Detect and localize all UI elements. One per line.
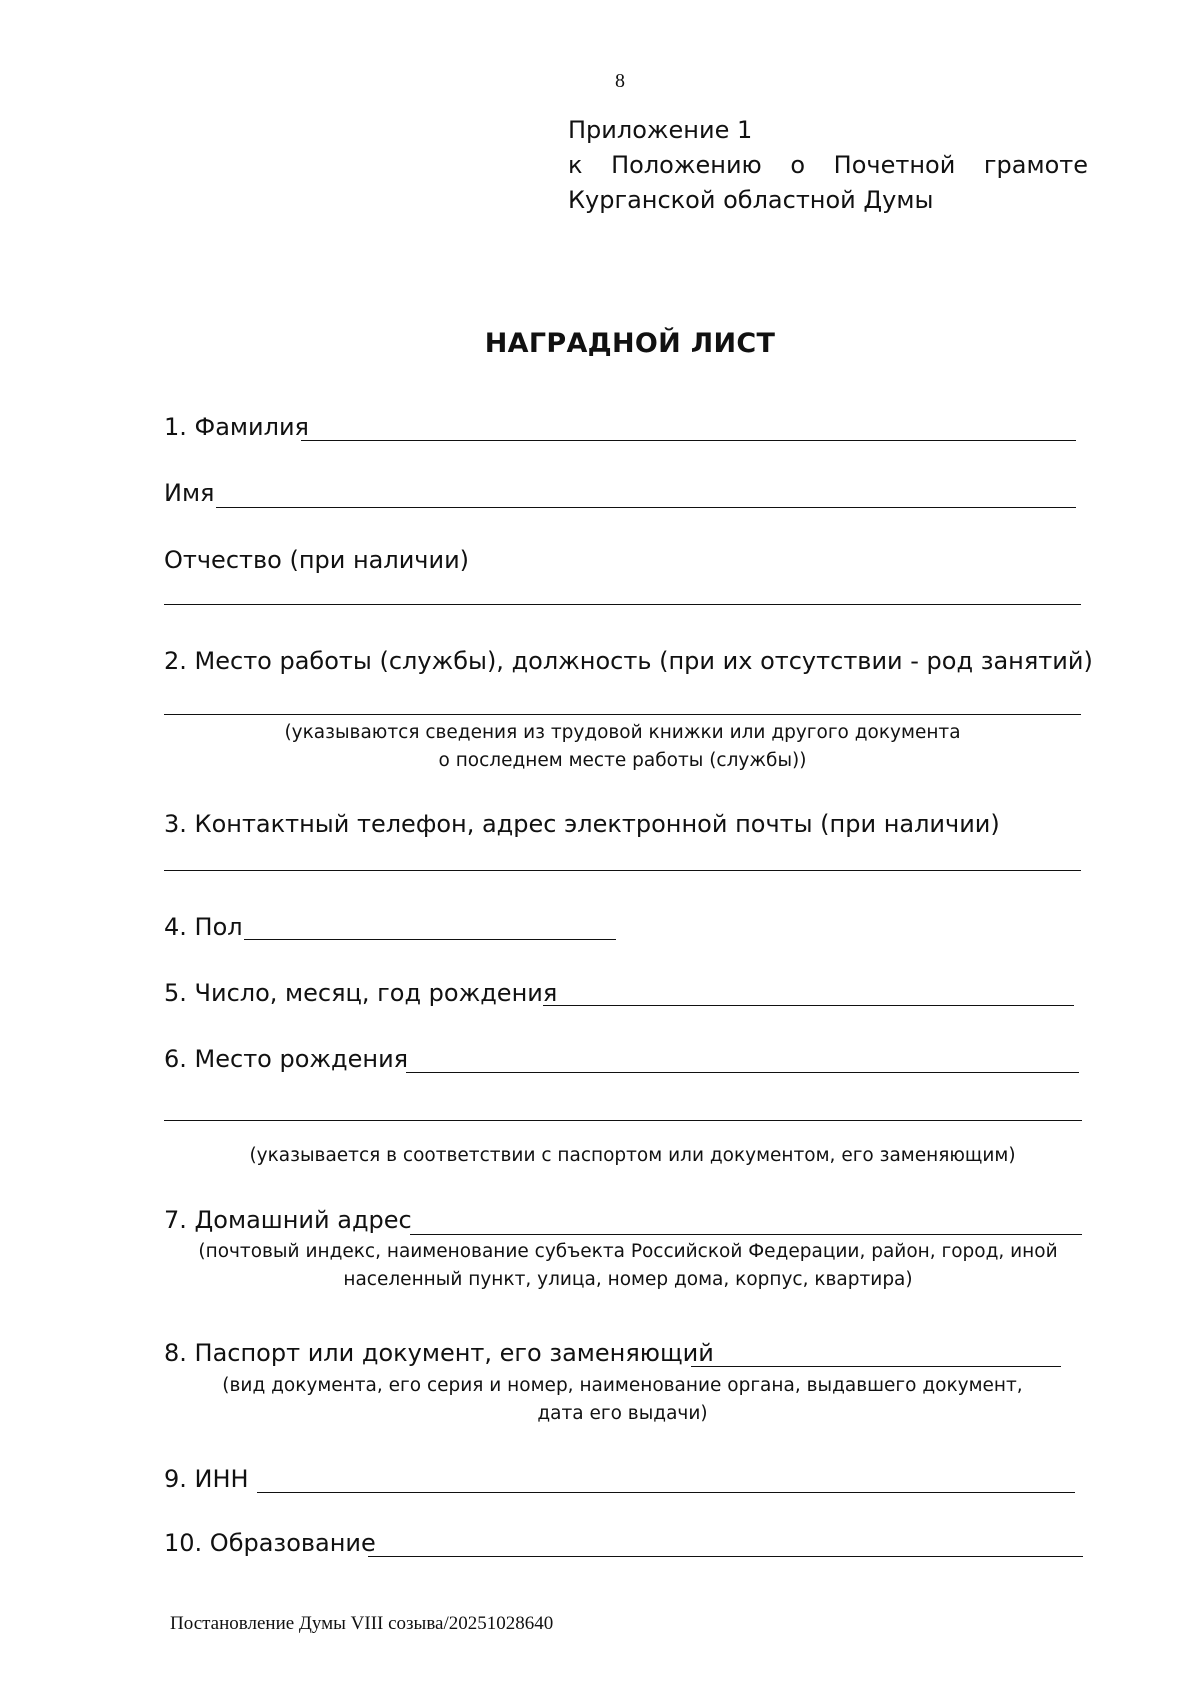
sex-field[interactable]: [244, 939, 616, 940]
education-label: 10. Образование: [164, 1529, 376, 1557]
contacts-label: 3. Контактный телефон, адрес электронной почты (при наличии): [164, 810, 1000, 838]
home-address-hint-2: населенный пункт, улица, номер дома, корпус, квартира): [343, 1269, 913, 1290]
passport-hint-2: дата его выдачи): [537, 1403, 708, 1424]
inn-label: 9. ИНН: [164, 1465, 249, 1493]
birth-date-label: 5. Число, месяц, год рождения: [164, 979, 558, 1007]
document-title: НАГРАДНОЙ ЛИСТ: [484, 328, 776, 359]
footer-document-reference: Постановление Думы VIII созыва/20251028640: [170, 1613, 554, 1634]
sex-label: 4. Пол: [164, 913, 243, 941]
appendix-line-1: Приложение 1: [568, 116, 753, 144]
home-address-hint-1: (почтовый индекс, наименование субъекта Российской Федерации, район, город, иной: [198, 1241, 1058, 1262]
birth-place-field[interactable]: [406, 1072, 1079, 1073]
name-label: Имя: [164, 479, 215, 507]
passport-field[interactable]: [691, 1366, 1061, 1367]
passport-hint-1: (вид документа, его серия и номер, наименование органа, выдавшего документ,: [222, 1375, 1023, 1396]
workplace-hint-1: (указываются сведения из трудовой книжки или другого документа: [284, 722, 961, 743]
appendix-line-2: к Положению о Почетной грамоте: [568, 151, 1088, 179]
workplace-label: 2. Место работы (службы), должность (при их отсутствии - род занятий): [164, 647, 1093, 675]
home-address-field[interactable]: [410, 1234, 1082, 1235]
patronymic-label: Отчество (при наличии): [164, 546, 470, 574]
birth-place-field-line-2[interactable]: [164, 1120, 1082, 1121]
page-number: 8: [615, 70, 625, 92]
inn-field[interactable]: [257, 1492, 1075, 1493]
workplace-hint-2: о последнем месте работы (службы)): [438, 750, 807, 771]
contacts-field[interactable]: [164, 870, 1081, 871]
appendix-header: [568, 113, 1088, 218]
patronymic-field[interactable]: [164, 604, 1081, 605]
appendix-line-3: Курганской областной Думы: [568, 186, 934, 214]
surname-field[interactable]: [301, 440, 1076, 441]
workplace-field[interactable]: [164, 714, 1081, 715]
surname-label: 1. Фамилия: [164, 413, 309, 441]
birth-place-label: 6. Место рождения: [164, 1045, 409, 1073]
home-address-label: 7. Домашний адрес: [164, 1206, 412, 1234]
name-field[interactable]: [216, 507, 1076, 508]
birth-date-field[interactable]: [543, 1005, 1074, 1006]
passport-label: 8. Паспорт или документ, его заменяющий: [164, 1339, 714, 1367]
education-field[interactable]: [368, 1556, 1083, 1557]
birth-place-hint: (указывается в соответствии с паспортом или документом, его заменяющим): [249, 1145, 1016, 1166]
